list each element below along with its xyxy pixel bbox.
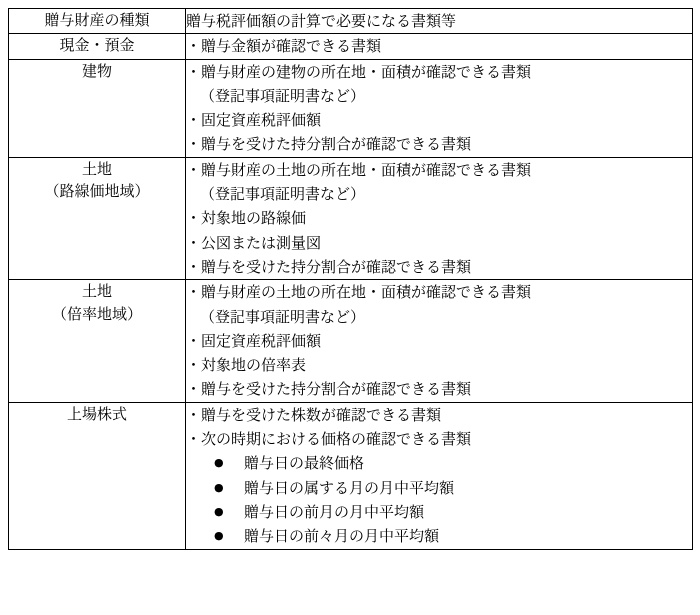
document-sub-item-text: 贈与日の最終価格	[244, 454, 365, 473]
document-line	[186, 377, 692, 401]
document-sub-item	[214, 451, 692, 475]
bullet-icon: ●	[214, 529, 224, 543]
document-line	[186, 305, 692, 329]
document-sub-item-text: 贈与日の前月の月中平均額	[244, 502, 425, 521]
asset-type-sublabel: （倍率地域）	[51, 304, 142, 323]
document-line	[186, 158, 692, 182]
table-header-row	[9, 9, 693, 34]
table-row	[9, 34, 693, 59]
bullet-icon: ●	[214, 456, 224, 470]
document-line-text: 贈与財産の土地の所在地・面積が確認できる書類	[201, 283, 532, 302]
document-sub-item	[214, 524, 692, 548]
document-line-text: （登記事項証明書など）	[200, 86, 366, 105]
document-line-text: 贈与を受けた持分割合が確認できる書類	[201, 380, 472, 399]
asset-type-label: 建物	[81, 61, 112, 80]
asset-type-label: 現金・預金	[59, 36, 135, 55]
document-line-text: （登記事項証明書など）	[200, 307, 366, 326]
asset-type-cell	[9, 34, 186, 59]
document-line	[186, 206, 692, 230]
document-line	[186, 108, 692, 132]
document-sub-item	[214, 476, 692, 500]
document-line	[186, 84, 692, 108]
document-line-text: 対象地の路線価	[201, 209, 307, 228]
gift-tax-documents-table	[8, 8, 693, 550]
document-line	[186, 403, 692, 427]
document-line	[186, 329, 692, 353]
document-line	[186, 255, 692, 279]
document-line-text: 固定資産税評価額	[201, 111, 322, 130]
column-header-asset-type-label: 贈与財産の種類	[44, 11, 150, 29]
document-line	[186, 182, 692, 206]
document-line-text: 対象地の倍率表	[201, 356, 307, 375]
required-documents-cell	[186, 34, 693, 59]
document-line	[186, 34, 692, 58]
document-sub-list	[186, 451, 692, 548]
table-row	[9, 402, 693, 549]
asset-type-label: 土地	[81, 282, 112, 301]
table-body	[9, 9, 693, 550]
document-line	[186, 60, 692, 84]
required-documents-cell	[186, 157, 693, 279]
document-line-text: 公図または測量図	[201, 233, 322, 252]
document-line-text: 贈与財産の土地の所在地・面積が確認できる書類	[201, 160, 532, 179]
document-sub-item-text: 贈与日の属する月の月中平均額	[244, 478, 455, 497]
table-row	[9, 280, 693, 402]
column-header-required-documents-label: 贈与税評価額の計算で必要になる書類等	[186, 12, 457, 30]
asset-type-sublabel: （路線価地域）	[44, 182, 150, 201]
document-line-text: 贈与財産の建物の所在地・面積が確認できる書類	[201, 62, 532, 81]
required-documents-cell	[186, 280, 693, 402]
asset-type-cell	[9, 59, 186, 157]
column-header-asset-type	[9, 9, 186, 34]
asset-type-cell	[9, 157, 186, 279]
document-line	[186, 231, 692, 255]
table-row	[9, 59, 693, 157]
document-line	[186, 132, 692, 156]
asset-type-cell	[9, 402, 186, 549]
document-line-text: （登記事項証明書など）	[200, 185, 366, 204]
document-line-text: 贈与金額が確認できる書類	[201, 37, 382, 56]
document-sub-item	[214, 500, 692, 524]
bullet-icon: ●	[214, 480, 224, 494]
table-row	[9, 157, 693, 279]
document-line-text: 贈与を受けた持分割合が確認できる書類	[201, 257, 472, 276]
asset-type-label: 土地	[81, 159, 112, 178]
document-line	[186, 280, 692, 304]
asset-type-cell	[9, 280, 186, 402]
document-line-text: 贈与を受けた株数が確認できる書類	[201, 405, 442, 424]
document-line-text: 次の時期における価格の確認できる書類	[201, 430, 472, 449]
column-header-required-documents	[186, 9, 693, 34]
document-line-text: 贈与を受けた持分割合が確認できる書類	[201, 135, 472, 154]
bullet-icon: ●	[214, 504, 224, 518]
document-sub-item-text: 贈与日の前々月の月中平均額	[244, 527, 440, 546]
required-documents-cell	[186, 402, 693, 549]
document-line	[186, 353, 692, 377]
document-line-text: 固定資産税評価額	[201, 331, 322, 350]
required-documents-cell	[186, 59, 693, 157]
document-line	[186, 427, 692, 451]
asset-type-label: 上場株式	[66, 404, 127, 423]
